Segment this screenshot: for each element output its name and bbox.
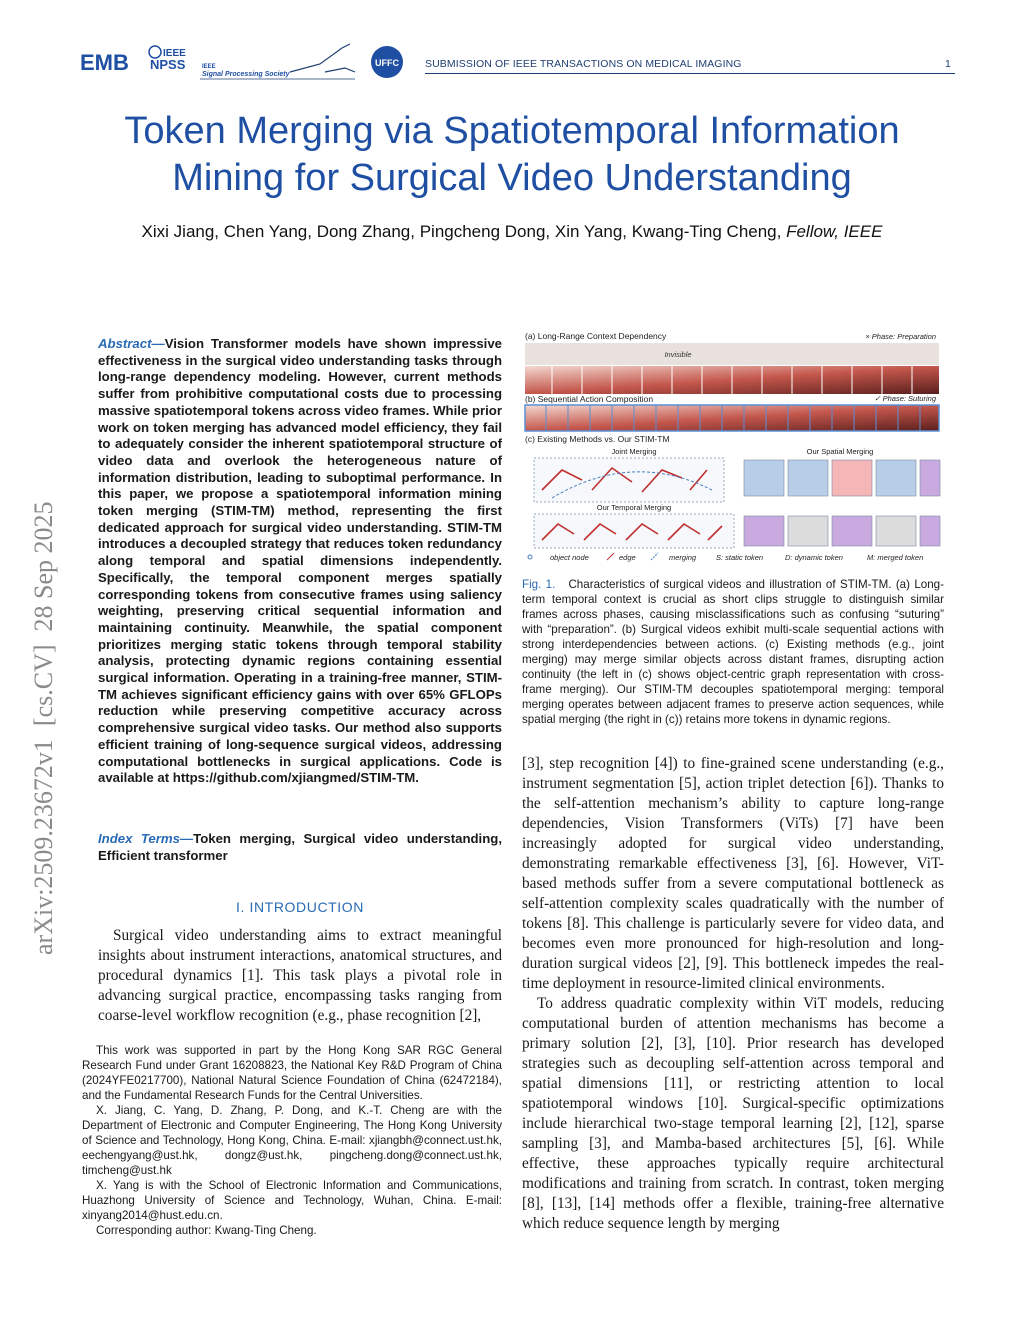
intro-paragraph: Surgical video understanding aims to extract meaningful insights about instrument interactions, anatomical structures, and procedural dynamics [1]. This task plays a pivotal role in advancing surgical practice, encompassing tasks ranging from coarse-level workflow recognition (e.g., phase recognition [2],: [98, 927, 502, 1024]
figure-1: [522, 330, 944, 568]
legend-dynamic-token: D: dynamic token: [785, 553, 843, 562]
temporal-merging-graphs: [534, 514, 734, 548]
title-line-2: Mining for Surgical Video Understanding: [172, 157, 852, 199]
emb-logo: EMB: [80, 50, 129, 75]
index-terms: [98, 831, 502, 864]
joint-merging-label: Joint Merging: [611, 447, 657, 456]
paper-title: [60, 108, 964, 202]
sps-logo: [200, 44, 355, 79]
author-list: [60, 222, 964, 242]
panel-a-label: (a) Long-Range Context Dependency: [525, 331, 667, 341]
phase-suturing-label: ✓ Phase: Suturing: [874, 394, 936, 403]
arxiv-identifier: arXiv:2509.23672v1 [cs.CV] 28 Sep 2025: [29, 501, 58, 955]
figure-caption: [522, 577, 944, 727]
spatial-merging-label: Our Spatial Merging: [806, 447, 874, 456]
uffc-logo: [371, 46, 403, 78]
caption-text: Characteristics of surgical videos and illustration of STIM-TM. (a) Long-term temporal context is crucial as short clips struggle to distinguish similar frames across phases, causing misclassifications such as confusing “suturing” with “preparation”. (b) Surgical videos exhibit multi-scale sequential actions with strong interdependencies between actions. (c) Existing methods (e.g., joint merging) may merge similar objects across distant frames, disrupting action continuity (the left in (c) shows object-centric graph representation with cross-frame merging). Our STIM-TM decouples spatiotemporal merging: temporal merging operates between adjacent frames to preserve action sequences, while spatial merging (the right in (c)) retains more tokens in dynamic regions.: [522, 578, 944, 726]
temporal-merging-label: Our Temporal Merging: [596, 503, 672, 512]
page-number: 1: [945, 58, 951, 70]
invisible-label: Invisible: [664, 350, 692, 359]
panel-c-label: (c) Existing Methods vs. Our STIM-TM: [525, 434, 670, 444]
section-heading: I. INTRODUCTION: [236, 899, 364, 915]
author-names: Xixi Jiang, Chen Yang, Dong Zhang, Pingcheng Dong, Xin Yang, Kwang-Ting Cheng,: [141, 222, 787, 241]
figure-label: Fig. 1.: [522, 578, 556, 591]
index-terms-label: Index Terms—: [98, 831, 194, 846]
index-terms-text: Token merging, Surgical video understanding, Efficient transformer: [98, 831, 502, 863]
svg-text:UFFC: UFFC: [375, 58, 399, 68]
abstract-label: Abstract—: [98, 336, 165, 351]
footnote-funding: This work was supported in part by the Hong Kong SAR RGC General Research Fund under Grant 16208823, the National Key R&D Program of China (2024YFE0217700), National Natural Science Foundation of China (62472184), and the Fundamental Research Funds for the Central Universities.: [82, 1044, 502, 1102]
body-paragraph-1: [3], step recognition [4]) to fine-grained scene understanding (e.g., instrument segmentation [5], action triplet detection [6]). Thanks to the self-attention mechanism’s ability to capture long-range dependencies, Vision Transformers (ViTs) [7] have been increasingly adopted for surgical video understanding, demonstrating remarkable effectiveness [3], [6]. However, ViT-based methods suffer from a severe computational bottleneck as self-attention complexity scales quadratically with the number of tokens [8]. This challenge is particularly severe for video data, and becomes even more pronounced for high-resolution and long-duration surgical videos [2], [9]. This bottleneck impedes the real-time deployment in resource-limited clinical environments.: [522, 755, 944, 992]
svg-text:IEEE: IEEE: [202, 64, 216, 70]
right-column-body: [522, 754, 944, 1234]
footnote-affiliation-hkust: X. Jiang, C. Yang, D. Zhang, P. Dong, and K.-T. Cheng are with the Department of Electronic and Computer Engineering, The Hong Kong University of Science and Technology, Hong Kong, China. E-mail: xjiangbh@connect.ust.hk, eechengyang@ust.hk, dongz@ust.hk, pingcheng.dong@connect.ust.hk, timcheng@ust.hk: [82, 1104, 502, 1177]
running-head: SUBMISSION OF IEEE TRANSACTIONS ON MEDICAL IMAGING: [425, 58, 742, 70]
spatial-merging-grids: [744, 460, 940, 496]
footnotes: [82, 1043, 502, 1238]
footnote-rule: [98, 1036, 502, 1038]
surgical-frames-row-a: [525, 366, 939, 394]
legend-merged-token: M: merged token: [867, 553, 924, 562]
npss-logo: [149, 46, 186, 72]
invisible-frames-strip: [525, 343, 939, 365]
abstract-text: Vision Transformer models have shown impressive effectiveness in the surgical video understanding tasks through long-range dependency modeling. However, current methods suffer from prohibitive computational costs due to processing massive spatiotemporal tokens across video frames. While prior work on token merging has advanced model efficiency, they fail to adequately consider the inherent spatiotemporal structure of video data and overlook the heterogeneous nature of information distribution, leading to suboptimal performance. In this paper, we propose a spatiotemporal information mining token merging (STIM-TM) method, representing the first dedicated approach for surgical video understanding. STIM-TM introduces a decoupled strategy that reduces token redundancy along temporal and spatial dimensions independently. Specifically, the temporal component merges spatially corresponding tokens from consecutive frames using saliency weighting, preserving critical sequential information and maintaining continuity. Meanwhile, the spatial component prioritizes merging static tokens through temporal stability analysis, protecting dynamic regions containing essential surgical information. Operating in a training-free manner, STIM-TM achieves significant efficiency gains with over 65% GFLOPs reduction while preserving competitive accuracy across comprehensive surgical video tasks. Our method also supports efficient training of long-sequence surgical videos, addressing computational bottlenecks in surgical applications. Code is available at https://github.com/xjiangmed/STIM-TM.: [98, 336, 502, 786]
legend-object-node: object node: [550, 553, 589, 562]
panel-b-label: (b) Sequential Action Composition: [525, 394, 654, 404]
svg-text:IEEE: IEEE: [163, 48, 186, 59]
joint-merging-graphs: [534, 458, 724, 502]
footnote-corresponding-author: Corresponding author: Kwang-Ting Cheng.: [96, 1224, 317, 1237]
phase-preparation-label: × Phase: Preparation: [865, 332, 936, 341]
temporal-token-grids: [744, 516, 940, 546]
legend-merging: merging: [669, 553, 697, 562]
arxiv-stamp: [8, 370, 68, 960]
legend-static-token: S: static token: [716, 553, 764, 562]
legend-edge: edge: [619, 553, 636, 562]
author-honorific: Fellow, IEEE: [786, 222, 883, 241]
title-line-1: Token Merging via Spatiotemporal Information: [124, 110, 900, 152]
body-paragraph-2: To address quadratic complexity within ViT models, reducing computational burden of attention mechanisms has become a primary solution [2], [3], [10]. Prior research has developed strategies such as decoupling self-attention across temporal and spatial dimensions [11], or restricting attention to local spatiotemporal windows [10]. Surgical-specific optimizations include hierarchical two-stage temporal learning [2], [12], sparse sampling [3], and Mamba-based architectures [5], [6]. While effective, these approaches typically require architectural modifications and training from scratch. In contrast, token merging [8], [13], [14] methods offer a flexible, training-free alternative which reduce sequence length by merging: [522, 995, 944, 1232]
footnote-affiliation-hust: X. Yang is with the School of Electronic Information and Communications, Huazhong University of Science and Technology, Wuhan, China. E-mail: xinyang2014@hust.edu.cn.: [82, 1179, 502, 1222]
society-logos: [80, 42, 410, 84]
abstract: [98, 336, 502, 787]
header-rule: [425, 73, 955, 74]
svg-text:Signal Processing Society: Signal Processing Society: [202, 71, 290, 78]
figure-legend: [528, 553, 923, 562]
surgical-frames-row-b: [525, 405, 939, 431]
svg-text:NPSS: NPSS: [150, 57, 186, 72]
